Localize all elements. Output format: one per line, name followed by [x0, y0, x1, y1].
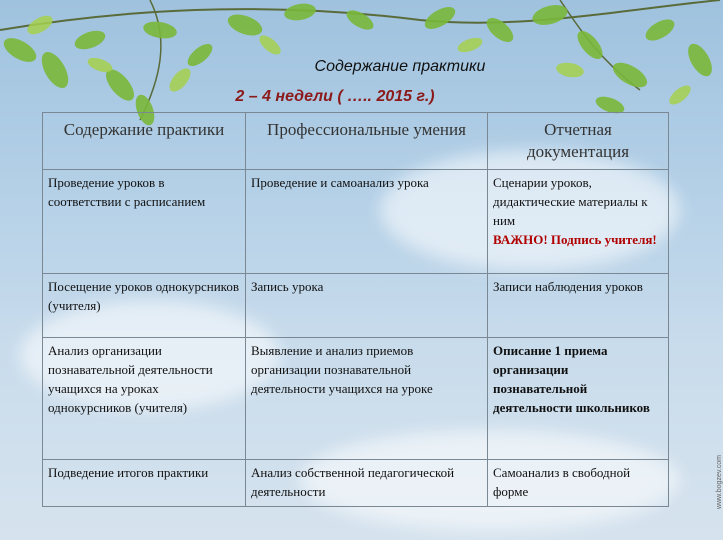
- header-docs: Отчетная документация: [488, 113, 669, 170]
- table-header-row: [43, 113, 669, 170]
- cell-skills: Анализ собственной педагогической деятельности: [246, 460, 488, 507]
- slide-title: Содержание практики: [314, 58, 486, 75]
- cell-docs: [488, 170, 669, 274]
- table-row: [43, 274, 669, 338]
- docs-text: Сценарии уроков, дидактические материалы к ним: [493, 175, 648, 228]
- cell-docs: Записи наблюдения уроков: [488, 274, 669, 338]
- header-content: Содержание практики: [43, 113, 246, 170]
- practice-table: [42, 112, 669, 507]
- cell-skills: Выявление и анализ приемов организации познавательной деятельности учащихся на уроке: [246, 338, 488, 460]
- cell-content: Проведение уроков в соответствии с расписанием: [43, 170, 246, 274]
- table-row: [43, 170, 669, 274]
- table-row: [43, 460, 669, 507]
- header-skills: Профессиональные умения: [246, 113, 488, 170]
- table-row: [43, 338, 669, 460]
- cell-content: Подведение итогов практики: [43, 460, 246, 507]
- cell-content: Посещение уроков однокурсников (учителя): [43, 274, 246, 338]
- cell-skills: Проведение и самоанализ урока: [246, 170, 488, 274]
- important-note: ВАЖНО! Подпись учителя!: [493, 231, 657, 247]
- cell-content: Анализ организации познавательной деятельности учащихся на уроках однокурсников (учителя): [43, 338, 246, 460]
- cell-docs: Описание 1 приема организации познавательной деятельности школьников: [488, 338, 669, 460]
- watermark: www.bogzev.com: [716, 455, 723, 509]
- slide-subtitle: 2 – 4 недели ( ….. 2015 г.): [235, 88, 435, 105]
- cell-docs: Самоанализ в свободной форме: [488, 460, 669, 507]
- cell-skills: Запись урока: [246, 274, 488, 338]
